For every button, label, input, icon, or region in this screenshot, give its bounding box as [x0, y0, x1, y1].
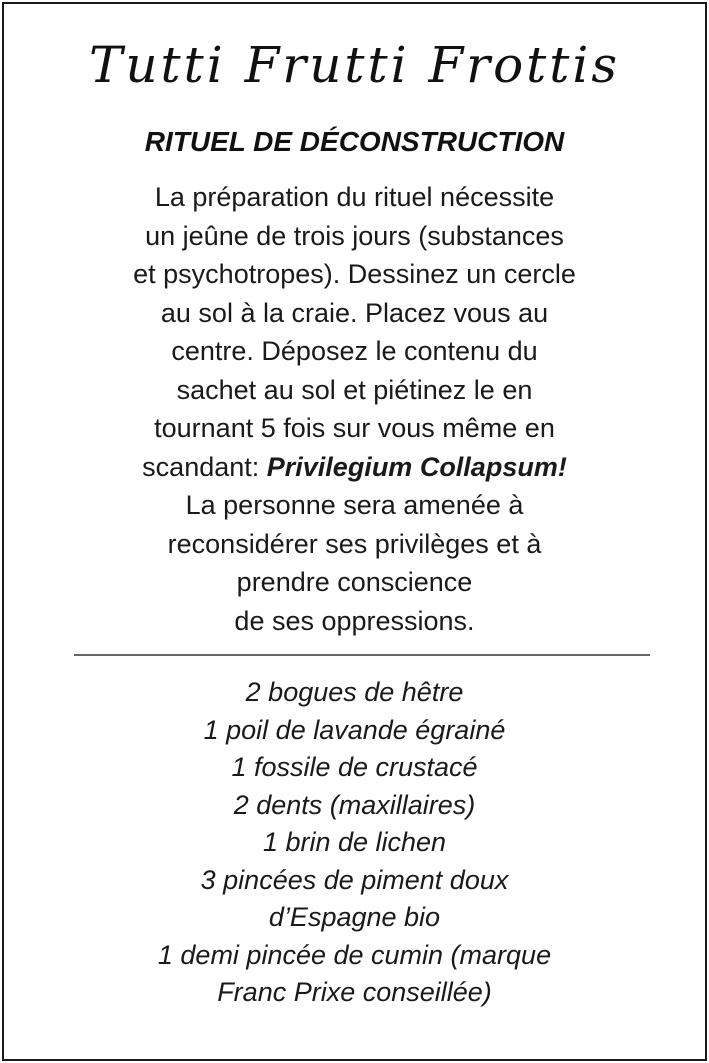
ingredient-item: 1 poil de lavande égrainé	[203, 714, 506, 745]
card-subtitle: RITUEL DE DÉCONSTRUCTION	[144, 126, 565, 157]
instructions-line-incantation	[44, 448, 665, 487]
instructions-line: et psychotropes). Dessinez un cercle	[133, 259, 576, 289]
ingredient-item: 1 demi pincée de cumin (marque	[157, 939, 552, 970]
instructions-line: tournant 5 fois sur vous même en	[154, 413, 555, 443]
instructions-line: de ses oppressions.	[234, 605, 475, 636]
instructions-line: reconsidérer ses privilèges et à	[167, 528, 542, 559]
card-title: Tutti Frutti Frottis	[88, 36, 621, 94]
ingredients-list	[44, 674, 665, 1012]
ritual-instructions	[44, 178, 665, 640]
section-divider	[74, 654, 650, 656]
ingredient-item: 3 pincées de piment doux	[200, 864, 509, 895]
ingredient-item: 1 brin de lichen	[262, 827, 447, 857]
instructions-line: La personne sera amenée à	[185, 490, 524, 520]
instructions-line: La préparation du rituel nécessite	[154, 182, 555, 212]
instructions-line: au sol à la craie. Placez vous au	[160, 297, 549, 328]
ingredient-item: d’Espagne bio	[268, 902, 441, 932]
ingredient-item: 2 dents (maxillaires)	[233, 789, 476, 820]
instructions-line: un jeûne de trois jours (substances	[145, 220, 564, 251]
ingredient-item: 2 bogues de hêtre	[245, 677, 464, 707]
ingredient-item: Franc Prixe conseillée)	[217, 977, 492, 1007]
incantation-prefix: scandant:	[142, 451, 267, 482]
instructions-line: centre. Déposez le contenu du	[171, 336, 538, 366]
incantation-text: Privilegium Collapsum!	[266, 451, 567, 482]
ritual-card	[2, 2, 707, 1061]
instructions-line: sachet au sol et piétinez le en	[176, 374, 533, 405]
instructions-line: prendre conscience	[236, 567, 473, 597]
ingredient-item: 1 fossile de crustacé	[231, 752, 478, 782]
